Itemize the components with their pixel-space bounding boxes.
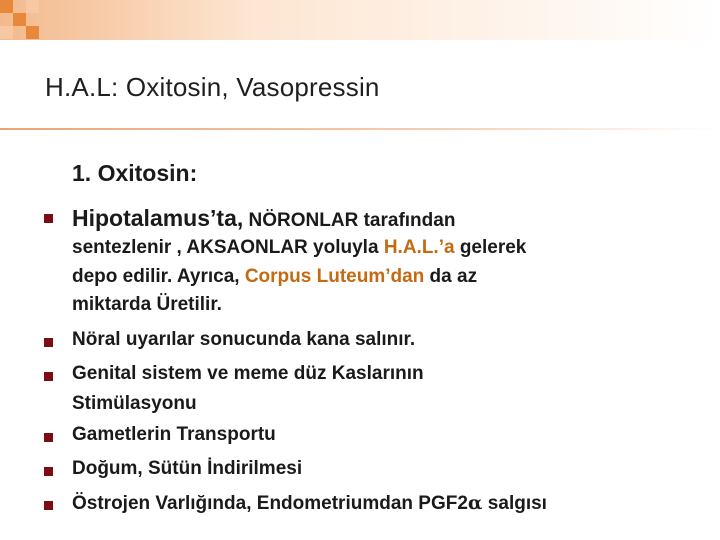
slide-title: H.A.L: Oxitosin, Vasopressin: [45, 72, 380, 102]
bullet-square: [44, 501, 53, 510]
alpha-symbol: α: [467, 492, 483, 514]
section-heading: 1. Oxitosin:: [72, 160, 198, 186]
bullet-hipotalamus: Hipotalamus’ta, NÖRONLAR tarafından: [72, 205, 456, 231]
hal-highlight: H.A.L.’a: [383, 237, 455, 258]
continuation-line-1: sentezlenir , AKSAONLAR yoluyla H.A.L.’a gelerek: [72, 237, 527, 258]
corner-square-4: [0, 26, 13, 39]
bullet-square: [44, 433, 53, 442]
bullet-dogum: Doğum, Sütün İndirilmesi: [72, 458, 303, 479]
bullet-gametler: Gametlerin Transportu: [72, 424, 276, 445]
bullet-noral: Nöral uyarılar sonucunda kana salınır.: [72, 329, 416, 350]
corner-square-1: [0, 0, 13, 13]
bullet-square: [44, 338, 53, 347]
corner-square-5: [26, 26, 39, 39]
corner-square-2: [13, 13, 26, 26]
header-decoration-bar: [0, 0, 720, 40]
continuation-line-4: Stimülasyonu: [72, 393, 197, 414]
title-divider: [0, 128, 720, 130]
bullet-genital: Genital sistem ve meme düz Kaslarının: [72, 363, 424, 384]
bullet-square: [44, 372, 53, 381]
bullet-square: [44, 214, 53, 223]
corner-square-3: [26, 0, 39, 13]
corpus-luteum-highlight: Corpus Luteum’dan: [244, 266, 425, 287]
bullet-ostrojen: Östrojen Varlığında, Endometriumdan PGF2α salgısı: [72, 492, 547, 514]
bullet-square: [44, 467, 53, 476]
continuation-line-2: depo edilir. Ayrıca, Corpus Luteum’dan da az: [72, 266, 478, 287]
continuation-line-3: miktarda Üretilir.: [72, 294, 222, 315]
